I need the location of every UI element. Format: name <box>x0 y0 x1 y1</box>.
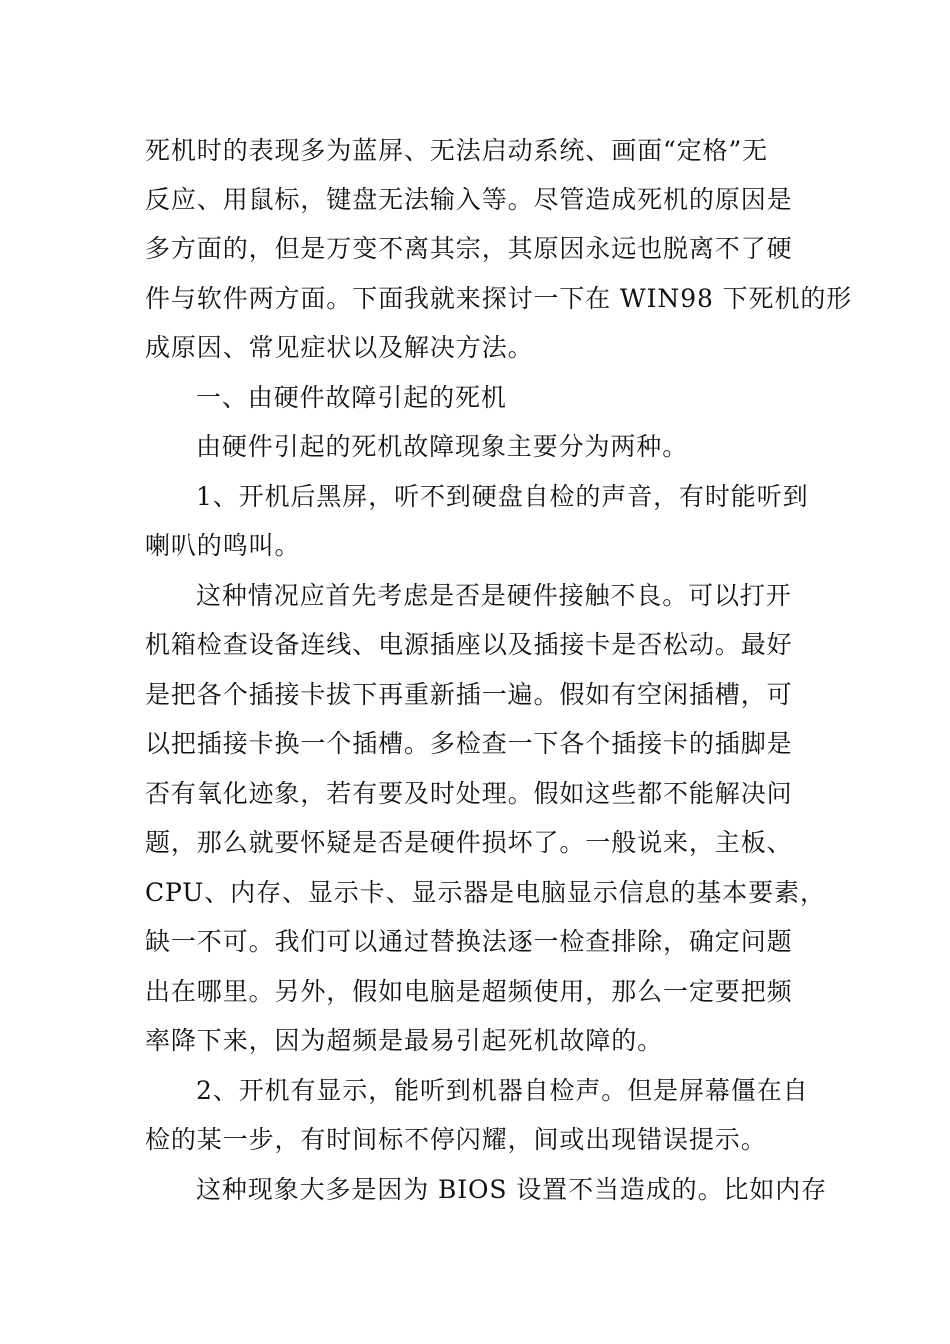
text-line: CPU、内存、显示卡、显示器是电脑显示信息的基本要素， <box>145 878 826 907</box>
text-line: 成原因、常见症状以及解决方法。 <box>145 333 534 362</box>
text-line: 1、开机后黑屏，听不到硬盘自检的声音，有时能听到 <box>196 482 809 511</box>
text-line: 检的某一步，有时间标不停闪耀，间或出现错误提示。 <box>145 1125 767 1154</box>
section-heading: 一、由硬件故障引起的死机 <box>196 383 507 412</box>
text-line: 多方面的，但是万变不离其宗，其原因永远也脱离不了硬 <box>145 234 793 263</box>
text-line: 否有氧化迹象，若有要及时处理。假如这些都不能解决问 <box>145 779 793 808</box>
text-line: 机箱检查设备连线、电源插座以及插接卡是否松动。最好 <box>145 630 793 659</box>
text-line: 由硬件引起的死机故障现象主要分为两种。 <box>196 432 689 461</box>
text-line: 这种现象大多是因为 BIOS 设置不当造成的。比如内存 <box>196 1175 828 1204</box>
text-line: 是把各个插接卡拔下再重新插一遍。假如有空闲插槽，可 <box>145 680 793 709</box>
text-line: 以把插接卡换一个插槽。多检查一下各个插接卡的插脚是 <box>145 729 793 758</box>
text-line: 死机时的表现多为蓝屏、无法启动系统、画面“定格”无 <box>145 136 769 165</box>
text-line: 题，那么就要怀疑是否是硬件损坏了。一般说来，主板、 <box>145 828 793 857</box>
text-line: 反应、用鼠标，键盘无法输入等。尽管造成死机的原因是 <box>145 185 793 214</box>
text-line: 这种情况应首先考虑是否是硬件接触不良。可以打开 <box>196 581 792 610</box>
text-line: 率降下来，因为超频是最易引起死机故障的。 <box>145 1026 664 1055</box>
text-line: 出在哪里。另外，假如电脑是超频使用，那么一定要把频 <box>145 977 793 1006</box>
text-line: 缺一不可。我们可以通过替换法逐一检查排除，确定问题 <box>145 927 793 956</box>
text-line: 2、开机有显示，能听到机器自检声。但是屏幕僵在自 <box>196 1076 809 1105</box>
text-line: 件与软件两方面。下面我就来探讨一下在 WIN98 下死机的形 <box>145 284 853 313</box>
text-line: 喇叭的鸣叫。 <box>145 531 301 560</box>
